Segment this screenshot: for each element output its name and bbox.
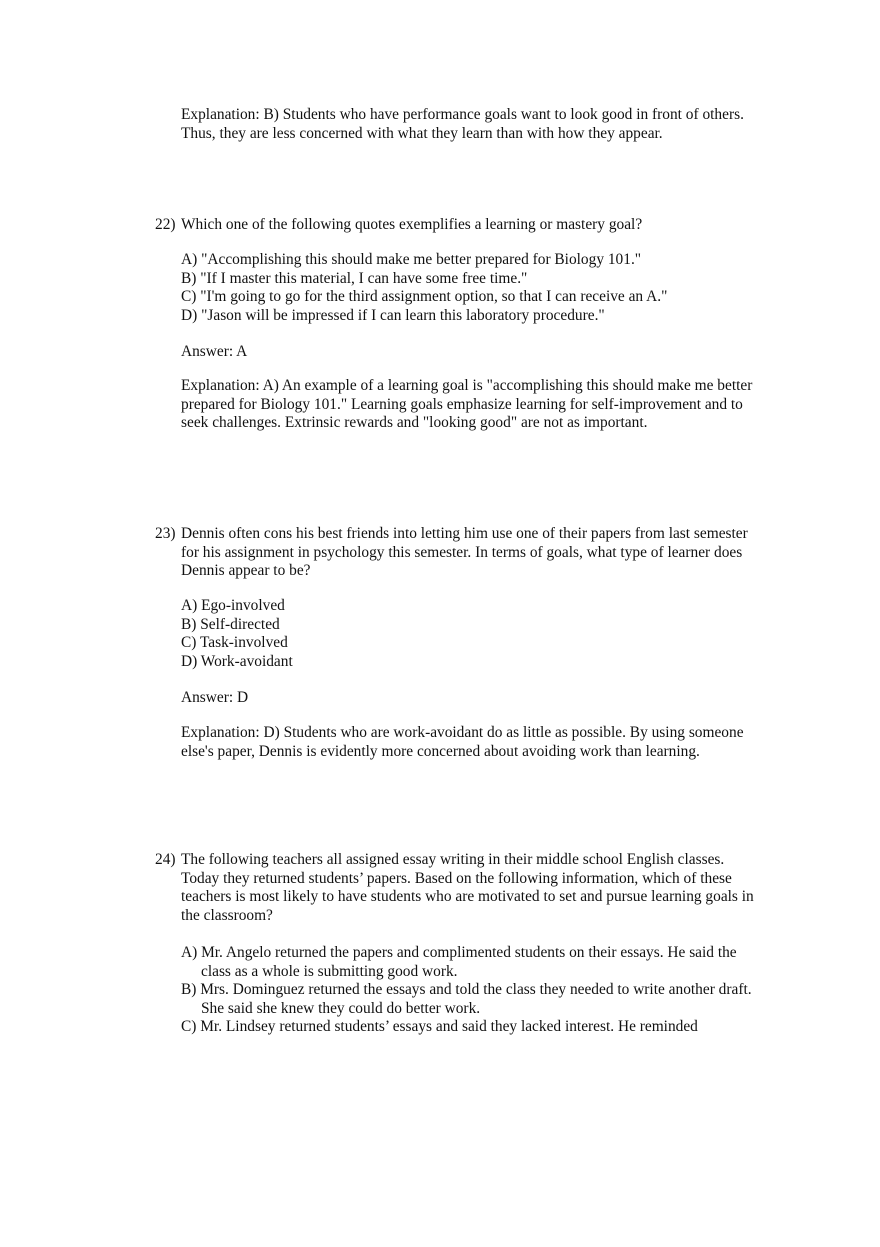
question-text: Dennis often cons his best friends into letting him use one of their papers from last semester for his assignment in psychology this semester. In terms of goals, what type of learner does Dennis appear to be? — [181, 525, 748, 580]
choice-a: A) "Accomplishing this should make me better prepared for Biology 101." — [181, 251, 642, 268]
choice-list — [181, 251, 761, 325]
choice-c: C) Task-involved — [181, 634, 288, 652]
choice-b: B) "If I master this material, I can have some free time." — [181, 269, 528, 287]
choice-d: D) "Jason will be impressed if I can learn this laboratory procedure." — [181, 306, 605, 324]
choice-c: C) "I'm going to go for the third assignment option, so that I can receive an A." — [181, 288, 668, 306]
question-number: 24) — [155, 851, 176, 868]
question-number: 23) — [155, 525, 176, 542]
choice-a: A) Ego-involved — [181, 597, 285, 614]
choice-d: D) Work-avoidant — [181, 652, 293, 670]
answer: Answer: A — [181, 343, 248, 360]
choice-b: B) Self-directed — [181, 615, 280, 633]
explanation: Explanation: A) An example of a learning goal is "accomplishing this should make me better prepared for Biology 101." Learning goals emphasize learning for self-improvement and to seek challenges. Extrinsic rewards and "looking good" are not as important. — [181, 377, 753, 432]
explanation: Explanation: D) Students who are work-avoidant do as little as possible. By using someone else's paper, Dennis is evidently more concerned about avoiding work than learning. — [181, 724, 744, 760]
question-number: 22) — [155, 216, 176, 233]
question-text: Which one of the following quotes exemplifies a learning or mastery goal? — [181, 216, 643, 233]
answer: Answer: D — [181, 689, 249, 706]
choice-b: B) Mrs. Dominguez returned the essays and told the class they needed to write another draft. She said she knew they could do better work. — [181, 981, 752, 1017]
choice-list — [181, 944, 761, 1037]
choice-a: A) Mr. Angelo returned the papers and complimented students on their essays. He said the class as a whole is submitting good work. — [181, 944, 737, 980]
choice-c: C) Mr. Lindsey returned students’ essays and said they lacked interest. He reminded — [181, 1018, 698, 1036]
question-text: The following teachers all assigned essay writing in their middle school English classes. Today they returned students’ papers. Based on the following information, which of these teachers is most likely to have students who are motivated to set and pursue learning goals in the classroom? — [181, 851, 754, 924]
explanation-q21: Explanation: B) Students who have performance goals want to look good in front of others. Thus, they are less concerned with what they learn than with how they appear. — [181, 106, 744, 142]
choice-list — [181, 597, 761, 671]
